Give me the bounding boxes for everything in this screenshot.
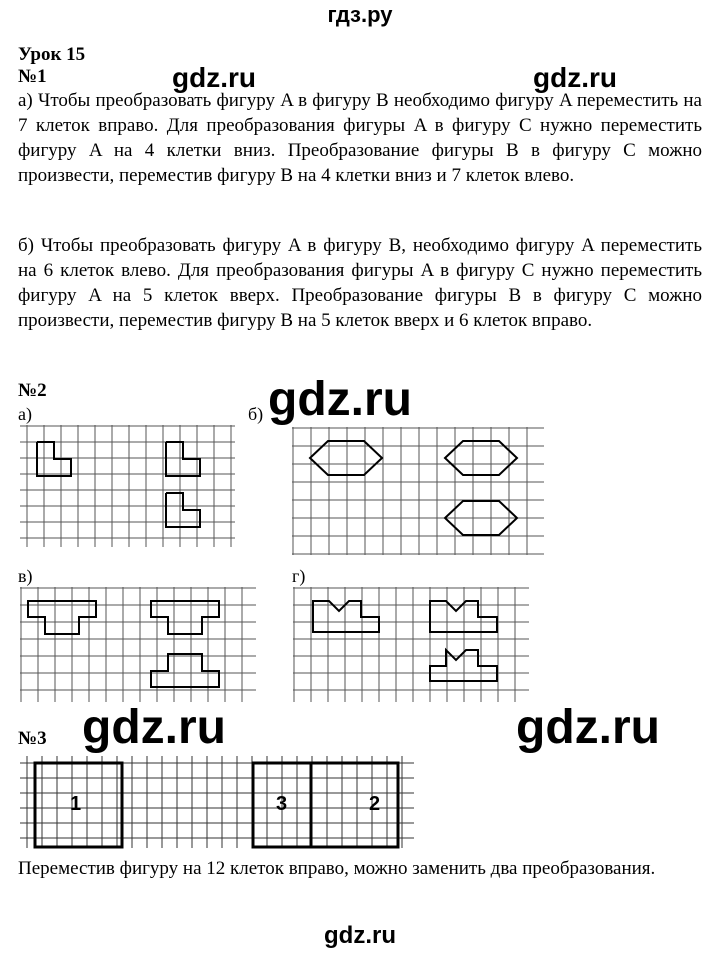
grid-a (20, 425, 235, 547)
task2-label-v: в) (18, 566, 33, 586)
lesson-title: Урок 15 (18, 44, 86, 65)
figure-b (151, 601, 219, 634)
task2-label-b: б) (248, 404, 264, 424)
grid-lines (293, 587, 529, 702)
task2-number: №2 (18, 380, 47, 401)
grid-g (293, 587, 529, 702)
watermark: gdz.ru (82, 701, 226, 754)
grid-lines (20, 425, 235, 547)
task2-label-g: г) (292, 566, 306, 586)
task3-text: Переместив фигуру на 12 клеток вправо, можно заменить два преобразования. (18, 858, 656, 879)
watermark: gdz.ru (516, 701, 660, 754)
task1-part-a: а) Чтобы преобразовать фигуру A в фигуру B необходимо фигуру A переместить на 7 клеток вправо. Для преобразования фигуры A в фигуру C нужно переместить фигуру A на 4 клетки вниз. Преобразование фигуры B в фигуру C можно произвести, переместив фигуру B на 4 клетки вниз и 7 клеток влево. (18, 90, 702, 186)
figure-a (313, 601, 379, 632)
figure-label-1: 1 (70, 793, 82, 815)
figure-a (37, 442, 71, 476)
figure-2 (311, 763, 398, 847)
grid-v (20, 587, 256, 702)
task1-number: №1 (18, 66, 47, 87)
task1-part-b: б) Чтобы преобразовать фигуру A в фигуру B, необходимо фигуру A переместить на 6 клеток влево. Для преобразования фигуры A в фигуру C нужно переместить фигуру A на 5 клеток вверх. Преобразование фигуры B в фигуру C можно произвести, переместив фигуру B на 5 клеток вверх и 6 клеток вправо. (18, 235, 702, 331)
footer-watermark: gdz.ru (324, 922, 396, 949)
grid-lines (292, 427, 544, 555)
grid-lines (20, 587, 256, 702)
grid-task3 (20, 756, 414, 848)
figure-label-3: 3 (276, 793, 288, 815)
site-header: гдз.ру (327, 2, 393, 27)
watermark: gdz.ru (268, 373, 412, 426)
watermark: gdz.ru (172, 62, 256, 93)
task3-number: №3 (18, 728, 47, 749)
task2-label-a: а) (18, 404, 32, 424)
figure-c (151, 654, 219, 687)
figure-label-2: 2 (369, 793, 381, 815)
figure-b (166, 442, 200, 476)
watermark: gdz.ru (533, 62, 617, 93)
grid-b (292, 427, 544, 555)
